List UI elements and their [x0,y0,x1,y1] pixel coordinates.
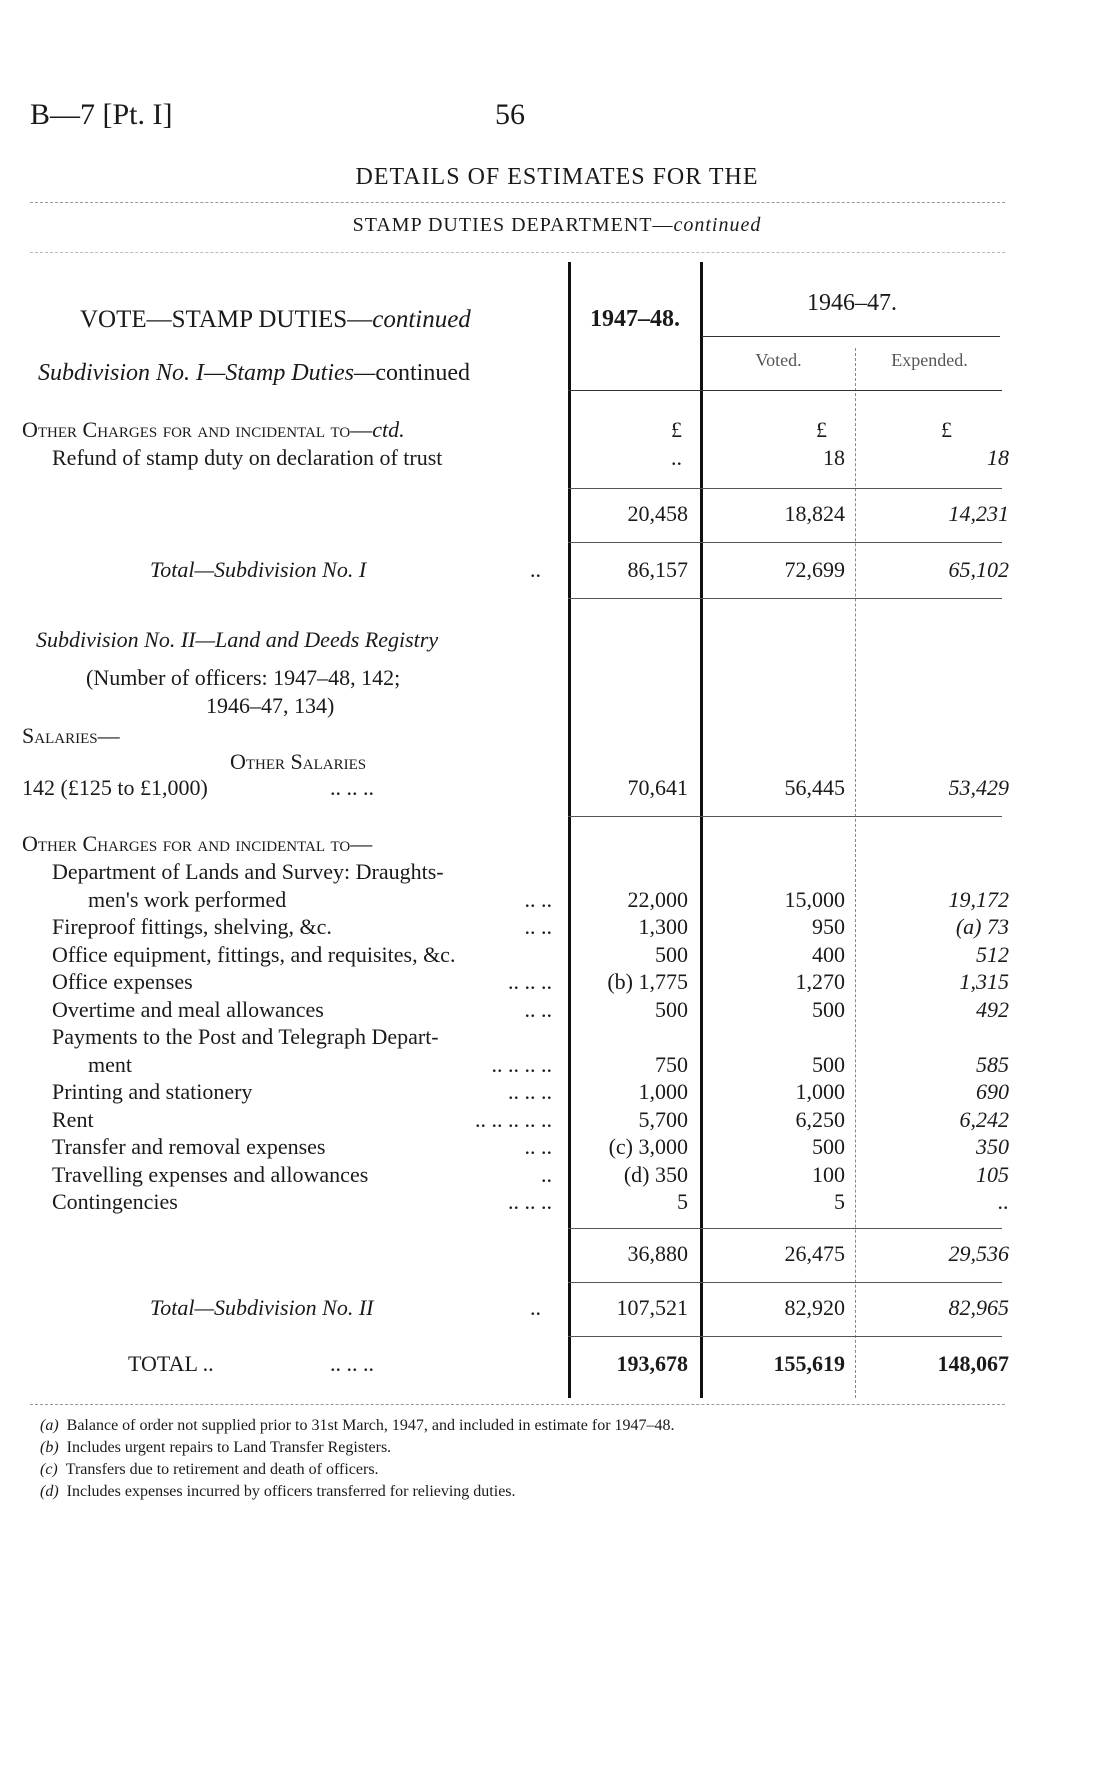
vote-heading-continued: continued [372,306,471,333]
other-charges-heading-2: Other Charges for and incidental to— [22,831,373,856]
subtitle-continued: continued [673,214,762,236]
total-1-expended: 65,102 [948,557,1009,582]
charge-row-label: Transfer and removal expenses [52,1134,326,1159]
charge-1947-48: 5 [677,1189,688,1214]
refund-voted: 18 [823,445,845,470]
grand-total-label: TOTAL .. [128,1351,214,1376]
charge-expended: (a) 73 [955,914,1009,939]
grand-total-1947-48: 193,678 [616,1351,688,1376]
total-2-voted: 82,920 [784,1295,845,1320]
header-bottom-rule [568,390,1002,391]
footnote-mark: (c) [40,1461,58,1478]
column-header-1946-47: 1946–47. [807,290,897,316]
charge-row-dots: .. .. [524,997,552,1022]
charge-row-label: Overtime and meal allowances [52,997,324,1022]
charge-1947-48: 500 [655,997,688,1022]
charge-row-label: Office expenses [52,969,193,994]
header-rule [30,202,1005,203]
column-rule-right [855,348,856,1398]
salary-row-label: 142 (£125 to £1,000) [22,775,208,800]
charge-row-dots: .. .. .. [508,1189,552,1214]
charge-1947-48: 22,000 [627,887,688,912]
charge-row-label: Travelling expenses and allowances [52,1162,369,1187]
other-salaries-heading: Other Salaries [230,749,367,774]
other-charges-heading-1 [22,416,405,444]
charge-row-dots: .. .. [524,1134,552,1159]
grand-total-dots: .. .. .. [330,1351,374,1376]
subdivision-one-continued: continued [375,360,470,386]
total-subdivision-one-dots: .. [530,557,541,582]
subtotal-2-rule [568,1228,1002,1229]
charge-voted: 15,000 [784,887,845,912]
charge-voted: 1,270 [795,969,845,994]
page-title: DETAILS OF ESTIMATES FOR THE [355,164,759,190]
charge-1947-48: (d) 350 [623,1162,688,1187]
charge-1947-48: 5,700 [638,1107,688,1132]
charge-expended: 350 [976,1134,1009,1159]
charge-row-dots: .. .. .. [508,1079,552,1104]
charge-expended: 105 [976,1162,1009,1187]
total-subdivision-two-dots: .. [530,1295,541,1320]
vote-heading [80,306,471,334]
charge-1947-48: (c) 3,000 [608,1134,688,1159]
page-number: 56 [495,98,525,131]
other-charges-heading-1-ctd: ctd. [372,417,405,442]
officers-line-2: 1946–47, 134) [206,693,335,718]
total-1-bottom-rule [568,598,1002,599]
subtotal-2-expended: 29,536 [948,1241,1009,1266]
charge-row-label: Printing and stationery [52,1079,253,1104]
salary-1947-48: 70,641 [627,775,688,800]
grand-total-voted: 155,619 [773,1351,845,1376]
currency-1947-48: £ [671,417,682,442]
charge-expended: 585 [976,1052,1009,1077]
footnote [40,1482,516,1502]
subtotal-1-1947-48: 20,458 [627,501,688,526]
column-header-expended: Expended. [891,350,968,370]
charge-expended: 19,172 [948,887,1009,912]
refund-row-label: Refund of stamp duty on declaration of trust [52,445,443,470]
charge-row-label: Payments to the Post and Telegraph Depart- [52,1024,439,1049]
salary-row-dots: .. .. .. [330,775,374,800]
footnote-text: Includes urgent repairs to Land Transfer Registers. [66,1439,392,1456]
charge-row-dots: .. .. [524,887,552,912]
officers-line-1: (Number of officers: 1947–48, 142; [86,665,401,690]
charge-expended: 690 [976,1079,1009,1104]
charge-voted: 1,000 [795,1079,845,1104]
subtotal-1-rule [568,488,1002,489]
total-subdivision-one-label: Total—Subdivision No. I [150,557,367,582]
total-2-expended: 82,965 [948,1295,1009,1320]
total-1-voted: 72,699 [784,557,845,582]
currency-expended: £ [941,417,952,442]
charge-1947-48: 1,000 [638,1079,688,1104]
footnote [40,1416,675,1436]
subtotal-2-voted: 26,475 [784,1241,845,1266]
charge-voted: 5 [834,1189,845,1214]
total-subdivision-two-label: Total—Subdivision No. II [150,1295,374,1320]
subtitle-rule [30,252,1005,253]
footnote-mark: (d) [40,1483,59,1500]
salary-bottom-rule [568,816,1002,817]
refund-expended: 18 [987,445,1009,470]
salaries-heading: Salaries— [22,723,120,748]
subtitle-main: STAMP DUTIES DEPARTMENT— [352,214,674,236]
header-split-rule [702,336,1000,337]
charge-row-label: Office equipment, fittings, and requisites, &c. [52,942,456,967]
footnote-text: Transfers due to retirement and death of officers. [65,1461,379,1478]
charge-row-label: Department of Lands and Survey: Draughts- [52,859,444,884]
charge-1947-48: 500 [655,942,688,967]
charge-voted: 6,250 [795,1107,845,1132]
charge-expended: 6,242 [959,1107,1009,1132]
salary-expended: 53,429 [948,775,1009,800]
charge-row-dots: .. .. [524,914,552,939]
charge-expended: 492 [976,997,1009,1022]
charge-expended: .. [998,1189,1009,1214]
charge-row-label: Contingencies [52,1189,178,1214]
subtotal-1-voted: 18,824 [784,501,845,526]
charge-row-dots: .. .. .. [508,969,552,994]
refund-1947-48: .. [671,445,682,470]
column-header-1947-48: 1947–48. [590,306,680,332]
subtotal-1-expended: 14,231 [948,501,1009,526]
footnote-text: Balance of order not supplied prior to 31st March, 1947, and included in estimate for 1947–48. [66,1417,675,1434]
charge-row-dots: .. .. .. .. [491,1052,552,1077]
grand-total-expended: 148,067 [937,1351,1009,1376]
footnote-mark: (a) [40,1417,59,1434]
currency-voted: £ [816,417,827,442]
grand-total-top-rule [568,1336,1002,1337]
charge-voted: 950 [812,914,845,939]
salary-voted: 56,445 [784,775,845,800]
total-1-1947-48: 86,157 [627,557,688,582]
subdivision-one-main: Subdivision No. I—Stamp Duties— [38,360,376,386]
charge-1947-48: 750 [655,1052,688,1077]
footnote-rule [30,1404,1005,1405]
charge-row-label: Fireproof fittings, shelving, &c. [52,914,332,939]
charge-row-dots: .. [541,1162,552,1187]
charge-row-label: ment [88,1052,132,1077]
charge-row-dots: .. .. .. .. .. [475,1107,552,1132]
charge-voted: 100 [812,1162,845,1187]
charge-1947-48: (b) 1,775 [607,969,688,994]
total-1-top-rule [568,542,1002,543]
charge-row-label: men's work performed [88,887,287,912]
page-subtitle [0,214,1114,237]
charge-voted: 500 [812,997,845,1022]
subdivision-one-heading [38,360,470,387]
charge-voted: 500 [812,1134,845,1159]
footnote [40,1438,391,1458]
charge-expended: 1,315 [959,969,1009,994]
page-reference: B—7 [Pt. I] [30,98,173,131]
subtotal-2-1947-48: 36,880 [627,1241,688,1266]
total-2-1947-48: 107,521 [616,1295,688,1320]
subdivision-two-heading: Subdivision No. II—Land and Deeds Registry [36,627,439,652]
total-2-top-rule [568,1282,1002,1283]
vote-heading-main: VOTE—STAMP DUTIES— [80,306,373,333]
other-charges-heading-1-main: Other Charges for and incidental to— [22,417,373,442]
charge-expended: 512 [976,942,1009,967]
charge-voted: 500 [812,1052,845,1077]
charge-row-label: Rent [52,1107,94,1132]
column-header-voted: Voted. [755,350,802,370]
footnote-text: Includes expenses incurred by officers transferred for relieving duties. [66,1483,516,1500]
charge-1947-48: 1,300 [638,914,688,939]
footnote [40,1460,379,1480]
charge-voted: 400 [812,942,845,967]
footnote-mark: (b) [40,1439,59,1456]
